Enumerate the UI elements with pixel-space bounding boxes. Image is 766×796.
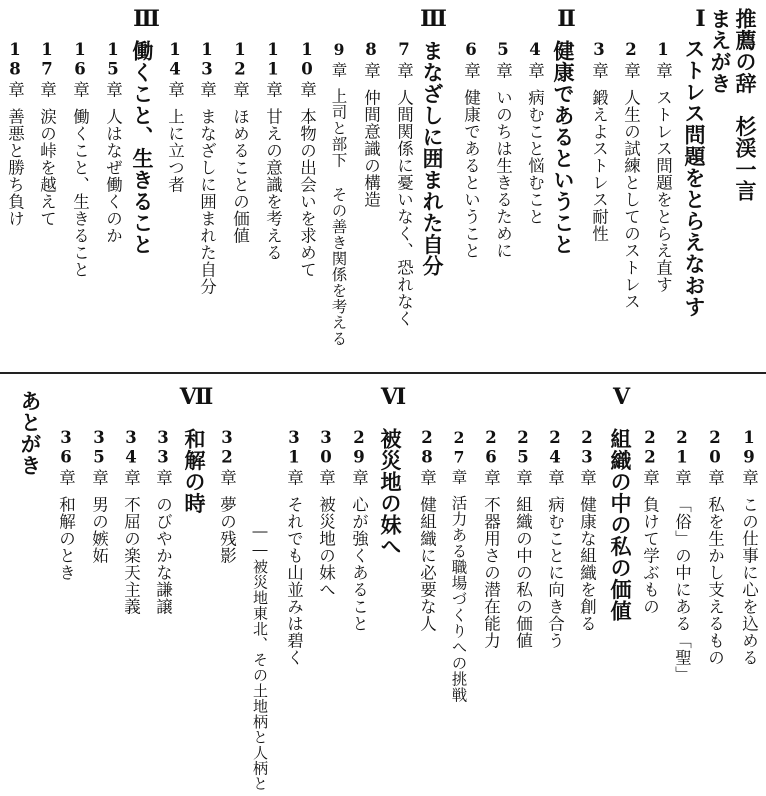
chapter-title: ほめることの価値 (230, 108, 250, 244)
toc-entry-14 (166, 40, 183, 193)
chapter-number: 17 (37, 40, 57, 79)
chapter-number: 14 (165, 40, 185, 79)
chapter-label: 章 (653, 61, 673, 79)
chapter-title: 人生の試練としてのストレス (621, 88, 641, 310)
chapter-label: 章 (513, 469, 533, 486)
chapter-title: 人はなぜ働くのか (103, 108, 123, 244)
toc-entry-15 (104, 40, 121, 244)
chapter-label: 章 (394, 61, 414, 79)
chapter-number: 19 (739, 428, 759, 467)
chapter-number: 22 (640, 428, 660, 467)
chapter-number: 24 (545, 428, 565, 467)
chapter-number: 23 (577, 428, 597, 467)
chapter-number: 29 (349, 428, 369, 467)
chapter-title: いのちは生きるために (493, 88, 513, 259)
chapter-title: 負けて学ぶもの (640, 496, 660, 615)
chapter-label: 章 (739, 469, 759, 486)
toc-entry-27 (450, 428, 467, 703)
chapter-number: 20 (705, 428, 725, 467)
chapter-number: 9 (329, 40, 349, 60)
toc-entry-8 (362, 40, 379, 208)
toc-entry-2 (622, 40, 639, 310)
toc-entry-12 (231, 40, 248, 244)
section-title-1: ストレス問題をとらえなおす (682, 38, 707, 318)
toc-entry-33 (154, 428, 171, 615)
chapter-number: 34 (121, 428, 141, 467)
chapter-number: 21 (672, 428, 692, 467)
chapter-title: 鍛えよストレス耐性 (589, 88, 609, 242)
chapter-title: 和解のとき (56, 496, 76, 581)
toc-entry-30 (317, 428, 334, 598)
chapter-label: 章 (672, 469, 692, 486)
chapter-label: 章 (197, 81, 217, 98)
chapter-title: 甘えの意識を考える (263, 108, 283, 261)
part-numeral-1: Ⅰ (695, 6, 705, 32)
part-numeral-2: Ⅱ (557, 6, 575, 32)
chapter-label: 章 (589, 61, 609, 79)
chapter-title: 不屈の楽天主義 (121, 496, 141, 615)
chapter-label: 章 (153, 469, 173, 486)
chapter-number: 35 (89, 428, 109, 467)
part-numeral-5: Ⅴ (612, 384, 630, 410)
chapter-label: 章 (449, 469, 468, 485)
chapter-number: 3 (589, 40, 609, 60)
chapter-title: 病むこと悩むこと (525, 88, 545, 225)
toc-entry-29 (350, 428, 367, 632)
toc-entry-28 (418, 428, 435, 632)
chapter-label: 章 (103, 81, 123, 98)
chapter-number: 33 (153, 428, 173, 467)
toc-entry-26 (482, 428, 499, 649)
chapter-label: 章 (417, 469, 437, 486)
chapter-title: 男の嫉妬 (89, 496, 109, 564)
chapter-number: 26 (481, 428, 501, 467)
chapter-label: 章 (705, 469, 725, 486)
chapter-label: 章 (217, 469, 237, 486)
toc-entry-6 (462, 40, 479, 259)
toc-entry-7 (395, 40, 412, 327)
chapter-number: 13 (197, 40, 217, 79)
toc-entry-20 (706, 428, 723, 666)
part-numeral-7: Ⅶ (179, 384, 213, 410)
chapter-label: 章 (165, 81, 185, 98)
chapter-title: 心が強くあること (349, 496, 369, 632)
chapter-number: 4 (525, 40, 545, 60)
chapter-title: それでも山並みは碧く (284, 496, 304, 666)
preface-recommendation: 推薦の辞 杉渓一言 (733, 8, 758, 202)
chapter-label: 章 (621, 61, 641, 79)
chapter-label: 章 (37, 81, 57, 98)
toc-entry-19 (740, 428, 757, 666)
chapter-label: 章 (361, 61, 381, 79)
section-divider (0, 372, 766, 374)
chapter-label: 章 (349, 469, 369, 486)
chapter-title: 上に立つ者 (165, 108, 185, 193)
chapter-label: 章 (545, 469, 565, 486)
chapter-label: 章 (461, 61, 481, 79)
chapter-label: 章 (230, 81, 250, 98)
toc-entry-36 (57, 428, 74, 581)
toc-entry-24 (546, 428, 563, 649)
chapter-number: 28 (417, 428, 437, 467)
chapter-title: 健組織に必要な人 (417, 496, 437, 632)
chapter-number: 10 (297, 40, 317, 79)
toc-entry-18 (6, 40, 23, 227)
chapter-number: 15 (103, 40, 123, 79)
chapter-number: 1 (653, 40, 673, 60)
toc-entry-23 (578, 428, 595, 632)
part-numeral-6: Ⅵ (380, 384, 406, 410)
chapter-number: 32 (217, 428, 237, 467)
chapter-title: 健康な組織を創る (577, 496, 597, 632)
chapter-number: 25 (513, 428, 533, 467)
chapter-number: 5 (493, 40, 513, 60)
chapter-title: 健康であるということ (461, 88, 481, 259)
toc-entry-3 (590, 40, 607, 242)
toc-entry-22 (641, 428, 658, 615)
chapter-label: 章 (493, 61, 513, 79)
chapter-label: 章 (89, 469, 109, 486)
toc-entry-1 (654, 40, 671, 293)
toc-entry-10 (298, 40, 315, 278)
chapter-label: 章 (263, 81, 283, 98)
chapter-number: 7 (394, 40, 414, 60)
chapter-number: 30 (316, 428, 336, 467)
chapter-title: 涙の峠を越えて (37, 108, 57, 227)
toc-entry-21 (673, 428, 690, 683)
chapter-title: 善悪と勝ち負け (5, 108, 25, 227)
chapter-label: 章 (316, 469, 336, 486)
chapter-label: 章 (284, 469, 304, 486)
toc-entry-32 (218, 428, 235, 564)
chapter-number: 8 (361, 40, 381, 60)
preface-foreword: まえがき (708, 8, 733, 94)
chapter-number: 31 (284, 428, 304, 467)
toc-entry-4 (526, 40, 543, 225)
chapter-title: まなざしに囲まれた自分 (197, 108, 217, 295)
chapter-title: 夢の残影 (217, 496, 237, 564)
toc-entry-5 (494, 40, 511, 259)
chapter-number: 36 (56, 428, 76, 467)
section-title-2: 健康であるということ (551, 40, 576, 255)
chapter-title: 上司と部下 その善き関係を考える (329, 87, 348, 346)
chapter-title: 病むことに向き合う (545, 496, 565, 649)
toc-entry-31 (285, 428, 302, 666)
toc-entry-25 (514, 428, 531, 649)
chapter-title: ストレス問題をとらえ直す (653, 88, 673, 293)
chapter-title: のびやかな謙譲 (153, 496, 173, 615)
toc-entry-11 (264, 40, 281, 261)
chapter-title: 被災地の妹へ (316, 496, 336, 598)
chapter-title: 組織の中の私の価値 (513, 496, 533, 649)
toc-entry-13 (198, 40, 215, 295)
chapter-label: 章 (640, 469, 660, 486)
chapter-title: 仲間意識の構造 (361, 88, 381, 208)
chapter-number: 18 (5, 40, 25, 79)
chapter-31-subtitle: ――被災地東北、その土地柄と人柄と (251, 522, 269, 792)
part-numeral-3: Ⅲ (420, 6, 446, 32)
toc-entry-9 (330, 40, 347, 346)
chapter-label: 章 (329, 61, 348, 78)
section-title-7: 和解の時 (182, 428, 207, 514)
section-title-4: 働くこと、生きること (130, 40, 155, 255)
chapter-title: 本物の出会いを求めて (297, 108, 317, 278)
chapter-label: 章 (5, 81, 25, 98)
chapter-number: 16 (70, 40, 90, 79)
toc-entry-34 (122, 428, 139, 615)
chapter-title: 私を生かし支えるもの (705, 496, 725, 666)
chapter-label: 章 (56, 469, 76, 486)
chapter-label: 章 (70, 81, 90, 98)
chapter-label: 章 (525, 61, 545, 79)
chapter-title: 人間関係に憂いなく、恐れなく (394, 88, 414, 327)
section-title-5: 組織の中の私の価値 (608, 428, 633, 622)
part-numeral-4: Ⅲ (133, 6, 159, 32)
toc-entry-16 (71, 40, 88, 278)
chapter-number: 27 (449, 428, 469, 467)
chapter-label: 章 (481, 469, 501, 486)
section-title-3: まなざしに囲まれた自分 (420, 40, 445, 277)
chapter-title: 働くこと、生きること (70, 108, 90, 278)
chapter-number: 12 (230, 40, 250, 79)
chapter-number: 2 (621, 40, 641, 60)
chapter-number: 11 (263, 40, 283, 79)
chapter-label: 章 (577, 469, 597, 486)
section-title-6: 被災地の妹へ (378, 428, 403, 557)
chapter-label: 章 (297, 81, 317, 98)
chapter-title: 不器用さの潜在能力 (481, 496, 501, 649)
toc-entry-17 (38, 40, 55, 227)
chapter-title: 「俗」の中にある「聖」 (672, 496, 692, 683)
toc-entry-35 (90, 428, 107, 564)
chapter-number: 6 (461, 40, 481, 60)
chapter-label: 章 (121, 469, 141, 486)
chapter-title: 活力ある職場づくりへの挑戦 (449, 495, 468, 703)
afterword: あとがき (18, 390, 43, 476)
chapter-title: この仕事に心を込める (739, 496, 759, 666)
